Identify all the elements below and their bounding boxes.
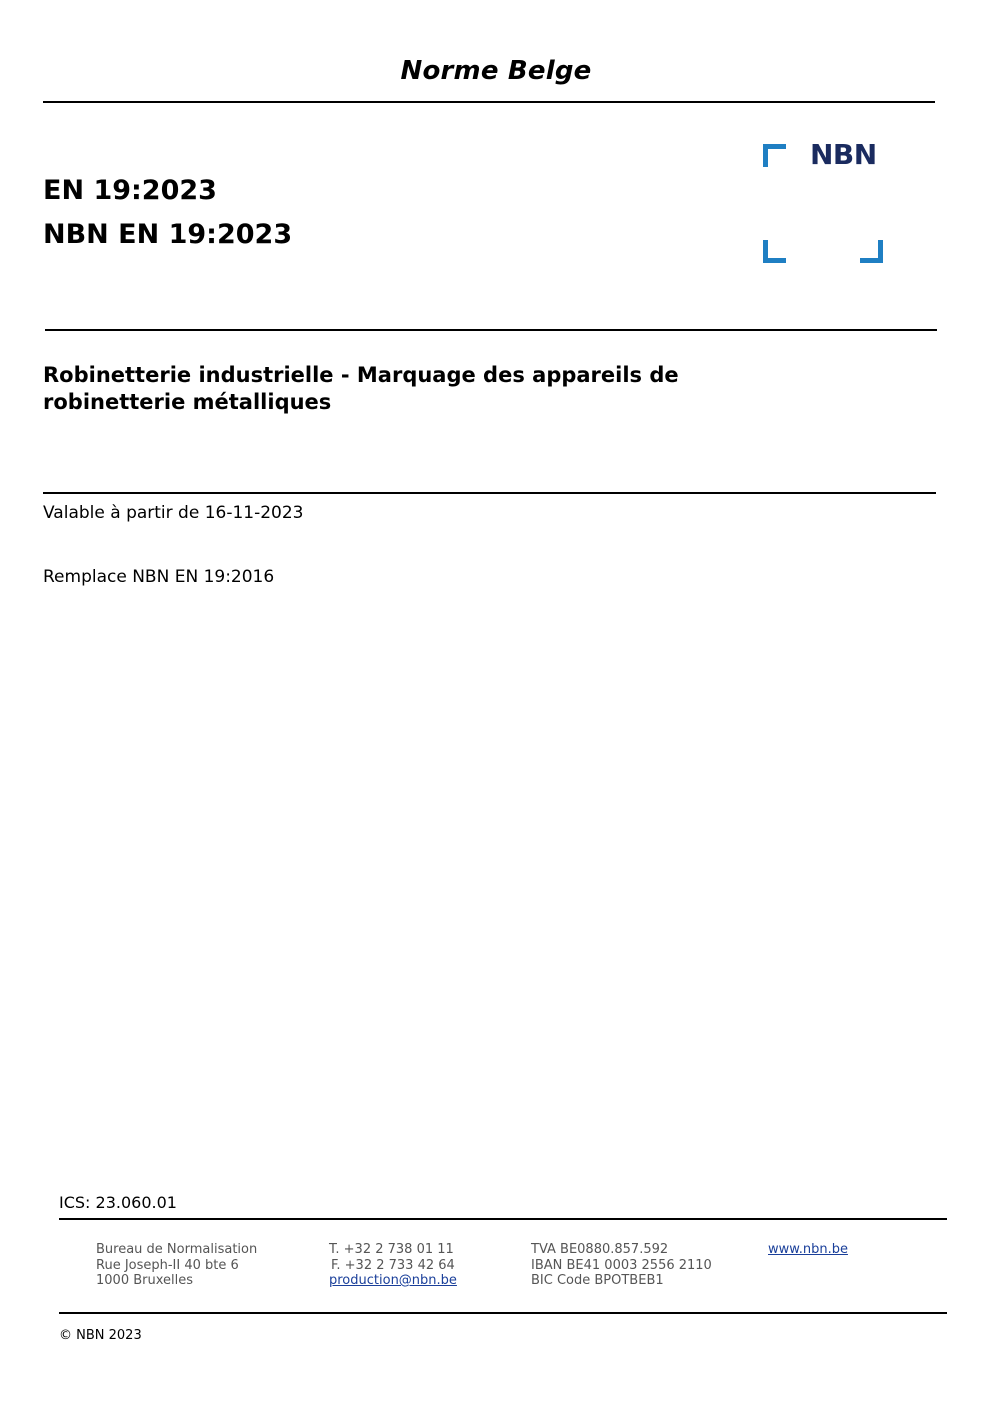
document-title: Robinetterie industrielle - Marquage des appareils de robinetterie métalliques [43,363,679,414]
replaces: Remplace NBN EN 19:2016 [43,567,275,587]
address-line: Rue Joseph-II 40 bte 6 [96,1257,239,1273]
bic-code: BIC Code BPOTBEB1 [531,1273,664,1288]
logo-corner-bottom-left [763,240,786,263]
nbn-standard-id: NBN EN 19:2023 [43,219,293,250]
copyright: © NBN 2023 [59,1328,142,1343]
footer-top-rule [59,1218,947,1220]
footer-website [768,1242,848,1258]
title-top-rule [45,329,937,331]
email-link[interactable]: production@nbn.be [329,1273,457,1288]
en-standard-id: EN 19:2023 [43,175,217,206]
phone-number: T. +32 2 738 01 11 [329,1242,454,1257]
header-title: Norme Belge [400,56,592,86]
footer-bottom-rule [59,1312,947,1314]
logo-text: NBN [810,138,877,171]
header-rule [43,101,935,103]
vat-number: TVA BE0880.857.592 [531,1242,669,1257]
iban: IBAN BE41 0003 2556 2110 [531,1257,712,1273]
logo-corner-bottom-right [860,240,883,263]
logo-corner-top-left [763,144,786,167]
nbn-logo [760,140,888,264]
footer-bank [531,1242,712,1289]
footer-address [96,1242,257,1289]
fax-number: F. +32 2 733 42 64 [331,1257,455,1273]
ics-code: ICS: 23.060.01 [59,1193,177,1212]
footer-contact [329,1242,457,1289]
address-line: 1000 Bruxelles [96,1273,194,1288]
valid-from: Valable à partir de 16-11-2023 [43,503,304,523]
website-link[interactable]: www.nbn.be [768,1242,848,1257]
title-bottom-rule [43,492,936,494]
address-line: Bureau de Normalisation [96,1242,258,1257]
